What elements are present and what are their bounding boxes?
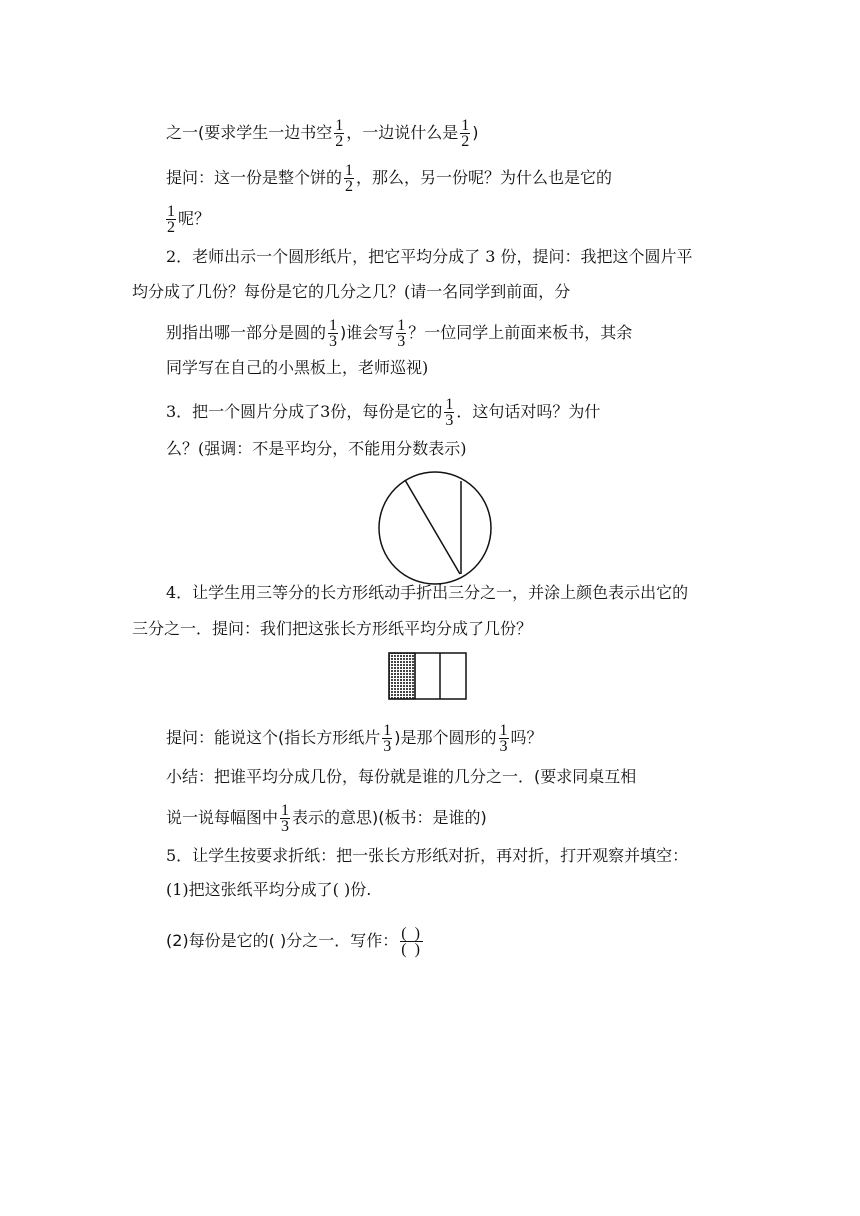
denominator: 3 [445, 412, 454, 429]
fraction-one-third [328, 318, 338, 349]
text: 3．把一个圆片分成了3份，每份是它的 [166, 402, 443, 421]
denominator: 3 [499, 738, 508, 755]
numerator: 1 [461, 117, 470, 134]
fraction-one-third [280, 803, 290, 834]
text: 之一(要求学生一边书空 [166, 123, 333, 142]
line-8 [166, 397, 600, 428]
line-9: 么？(强调：不是平均分，不能用分数表示) [166, 439, 467, 458]
fraction-one-half [334, 118, 344, 149]
line-7: 同学写在自己的小黑板上，老师巡视) [166, 358, 429, 377]
line-17 [166, 926, 425, 957]
text: )是那个圆形的 [394, 728, 497, 747]
line-6 [166, 318, 632, 349]
denominator: 3 [329, 333, 338, 350]
numerator-blank: ( ) [401, 925, 422, 942]
denominator: 3 [383, 738, 392, 755]
line-12 [166, 723, 543, 754]
line-15: 5．让学生按要求折纸：把一张长方形纸对折，再对折，打开观察并填空： [166, 846, 689, 865]
text: ．这句话对吗？为什 [456, 402, 601, 421]
line-10: 4．让学生用三等分的长方形纸动手折出三分之一，并涂上颜色表示出它的 [166, 583, 689, 602]
fraction-one-third [499, 723, 509, 754]
numerator: 1 [383, 722, 392, 739]
circle-divided-figure [375, 468, 495, 588]
line-4: 2．老师出示一个圆形纸片，把它平均分成了 3 份，提问：我把这个圆片平 [166, 247, 693, 266]
denominator: 2 [335, 133, 344, 150]
denominator: 2 [461, 133, 470, 150]
line-11: 三分之一．提问：我们把这张长方形纸平均分成了几份？ [132, 619, 533, 638]
fraction-one-half [460, 118, 470, 149]
rectangle-thirds-figure [388, 652, 468, 700]
line-5: 均分成了几份？每份是它的几分之几？(请一名同学到前面，分 [132, 282, 571, 301]
line-3 [164, 204, 210, 235]
numerator: 1 [345, 162, 354, 179]
line-14 [166, 803, 487, 834]
line-2 [166, 163, 612, 194]
text: 呢？ [178, 209, 211, 228]
numerator: 1 [397, 317, 406, 334]
text: ，那么，另一份呢？为什么也是它的 [356, 168, 613, 187]
fraction-one-third [444, 397, 454, 428]
fraction-blank [400, 926, 423, 957]
numerator: 1 [499, 722, 508, 739]
fraction-one-third [382, 723, 392, 754]
text: 说一说每幅图中 [166, 808, 279, 827]
text: ) [472, 123, 479, 142]
text: 别指出哪一部分是圆的 [166, 323, 327, 342]
text: 吗？ [510, 728, 543, 747]
denominator: 3 [397, 333, 406, 350]
line-16: (1)把这张纸平均分成了( )份. [166, 880, 372, 899]
fraction-one-half [344, 163, 354, 194]
numerator: 1 [329, 317, 338, 334]
text: ，一边说什么是 [346, 123, 459, 142]
fraction-one-third [396, 318, 406, 349]
denominator: 2 [345, 178, 354, 195]
numerator: 1 [445, 396, 454, 413]
line-13: 小结：把谁平均分成几份，每份就是谁的几分之一．(要求同桌互相 [166, 767, 637, 786]
text: (2)每份是它的( )分之一．写作： [166, 931, 399, 950]
numerator: 1 [167, 203, 175, 220]
denominator-blank: ( ) [401, 941, 422, 958]
numerator: 1 [335, 117, 344, 134]
line-1 [166, 118, 479, 149]
text: 提问：能说这个(指长方形纸片 [166, 728, 381, 747]
fraction-one-half [166, 204, 176, 235]
text: )谁会写 [340, 323, 395, 342]
denominator: 2 [167, 219, 175, 236]
denominator: 3 [281, 818, 290, 835]
text: ？一位同学上前面来板书，其余 [408, 323, 633, 342]
numerator: 1 [281, 802, 290, 819]
text: 表示的意思)(板书：是谁的) [292, 808, 487, 827]
text: 提问：这一份是整个饼的 [166, 168, 343, 187]
